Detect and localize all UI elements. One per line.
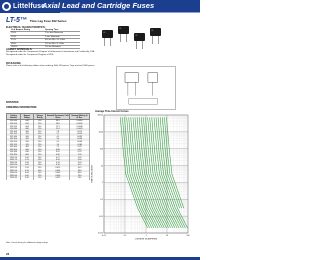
table-cell: 5.00 bbox=[21, 175, 34, 178]
y-tick-label: 10 bbox=[100, 165, 103, 168]
table-cell: 16.5 bbox=[70, 167, 90, 170]
table-cell: 250 bbox=[33, 154, 46, 157]
table-cell: 0.47 bbox=[70, 149, 90, 152]
drawing-body-front bbox=[125, 73, 138, 83]
ordering-column-header: Ampere Rating bbox=[21, 114, 34, 120]
brand-name: Littelfuse bbox=[13, 3, 46, 10]
table-cell: 0.040 bbox=[46, 172, 70, 175]
table-cell: 250 bbox=[33, 136, 46, 139]
table-cell: 4.2 bbox=[46, 136, 70, 139]
table-cell: 3922.50 bbox=[7, 167, 21, 170]
y-tick-label: 0.01 bbox=[99, 215, 103, 218]
table-cell: 250 bbox=[33, 162, 46, 165]
footnote: Note: Consult factory for additional voltage ratings. bbox=[6, 242, 49, 244]
packaging-text: Please refer to the following suffixes when ordering: Bulk 100 pieces, Tape and reel 1000 pieces. bbox=[6, 65, 95, 67]
electrical-cell: 2 hrs min./Maximum bbox=[44, 32, 80, 35]
ordering-heading: ORDERING INFORMATION: bbox=[6, 106, 38, 109]
electrical-heading: ELECTRICAL CHARACTERISTICS: bbox=[6, 26, 46, 29]
table-cell: 250 bbox=[33, 151, 46, 154]
table-cell: 250 bbox=[33, 172, 46, 175]
electrical-cell: 400% bbox=[10, 42, 44, 45]
table-cell: 250 bbox=[33, 146, 46, 149]
table-cell: .500 bbox=[21, 149, 34, 152]
electrical-cell: 200 ms Maximum bbox=[44, 46, 80, 49]
ordering-column-header: Voltage Rating bbox=[33, 114, 46, 120]
table-cell: 0.0010 bbox=[70, 120, 90, 123]
table-cell: 250 bbox=[33, 144, 46, 147]
table-cell: 250 bbox=[33, 131, 46, 134]
table-cell: 250 bbox=[33, 170, 46, 173]
electrical-cell: 150% bbox=[10, 32, 44, 35]
drawing-body-side bbox=[148, 73, 158, 83]
table-cell: 0.20 bbox=[46, 159, 70, 162]
approvals-heading: AGENCY APPROVALS: bbox=[6, 48, 33, 51]
table-cell: 4.00 bbox=[21, 172, 34, 175]
fuse-image bbox=[118, 26, 129, 34]
fuse-image bbox=[102, 30, 113, 38]
x-tick-label: 0.1 bbox=[123, 235, 127, 237]
ordering-column-header: Catalog Number bbox=[7, 114, 21, 120]
table-cell: .080 bbox=[21, 128, 34, 131]
product-title bbox=[6, 17, 67, 24]
packaging-heading: PACKAGING: bbox=[6, 62, 22, 65]
table-cell: .200 bbox=[21, 138, 34, 141]
header-rule bbox=[60, 12, 200, 15]
table-cell: 392.315 bbox=[7, 144, 21, 147]
table-cell: 38.5 bbox=[46, 120, 70, 123]
table-cell: 3921.00 bbox=[7, 157, 21, 160]
table-cell: 250 bbox=[33, 157, 46, 160]
table-cell: 3926.30 bbox=[7, 177, 21, 180]
table-cell: 3923.15 bbox=[7, 170, 21, 173]
table-row bbox=[7, 177, 90, 180]
table-cell: 3925.00 bbox=[7, 175, 21, 178]
table-cell: .800 bbox=[21, 154, 34, 157]
table-cell: 0.058 bbox=[70, 138, 90, 141]
table-cell: 0.0070 bbox=[70, 128, 90, 131]
table-cell: 0.40 bbox=[46, 154, 70, 157]
table-cell: 250 bbox=[33, 138, 46, 141]
fuse-image bbox=[150, 28, 161, 36]
table-cell: 250 bbox=[33, 159, 46, 162]
x-axis-label: CURRENT IN AMPERES bbox=[134, 238, 158, 241]
table-cell: 0.0040 bbox=[70, 125, 90, 128]
table-cell: 392.080 bbox=[7, 128, 21, 131]
table-cell: 0.27 bbox=[46, 157, 70, 160]
table-cell: 392.125 bbox=[7, 133, 21, 136]
table-cell: 0.160 bbox=[70, 144, 90, 147]
fuse-image bbox=[134, 33, 145, 41]
table-cell: 250 bbox=[33, 123, 46, 126]
table-cell: 6.20 bbox=[70, 162, 90, 165]
fuse-marking: LF bbox=[135, 35, 138, 37]
table-cell: 3.15 bbox=[21, 170, 34, 173]
table-cell: 78.0 bbox=[70, 175, 90, 178]
ordering-column-header: Nominal Resistance Cold Ohms bbox=[47, 114, 69, 119]
x-tick-label: 1 bbox=[145, 235, 147, 237]
drawing-footprint bbox=[129, 99, 158, 105]
y-tick-label: 100 bbox=[99, 148, 103, 151]
ordering-table bbox=[6, 113, 90, 180]
fuse-marking: LF bbox=[103, 32, 106, 34]
table-cell: 0.78 bbox=[70, 151, 90, 154]
electrical-cell: 210% bbox=[10, 35, 44, 38]
table-cell: 0.28 bbox=[70, 146, 90, 149]
table-cell: 392.400 bbox=[7, 146, 21, 149]
table-cell: 250 bbox=[33, 175, 46, 178]
table-cell: 0.030 bbox=[46, 175, 70, 178]
table-cell: 250 bbox=[33, 133, 46, 136]
table-cell: 392.630 bbox=[7, 151, 21, 154]
electrical-table bbox=[10, 29, 80, 49]
table-cell: 250 bbox=[33, 149, 46, 152]
table-cell: 250 bbox=[33, 120, 46, 123]
y-tick-label: 0.1 bbox=[100, 198, 103, 201]
table-cell: 0.55 bbox=[46, 151, 70, 154]
table-cell: 392.050 bbox=[7, 123, 21, 126]
table-cell: 0.022 bbox=[46, 177, 70, 180]
table-cell: 0.019 bbox=[70, 133, 90, 136]
logo-mark-icon bbox=[2, 2, 11, 11]
table-cell: 2.1 bbox=[46, 141, 70, 144]
table-cell: 3921.60 bbox=[7, 162, 21, 165]
table-cell: 392.200 bbox=[7, 138, 21, 141]
product-description: Time Lag Fuse 392 Series bbox=[29, 19, 67, 23]
table-cell: .630 bbox=[21, 151, 34, 154]
table-cell: 392.800 bbox=[7, 154, 21, 157]
table-cell: 3922.00 bbox=[7, 164, 21, 167]
table-cell: .100 bbox=[21, 131, 34, 134]
table-cell: 1.60 bbox=[21, 162, 34, 165]
table-cell: 11.4 bbox=[46, 128, 70, 131]
x-tick-label: 0.01 bbox=[102, 235, 106, 237]
table-cell: 392.160 bbox=[7, 136, 21, 139]
table-cell: 2.00 bbox=[21, 164, 34, 167]
page-heading: Axial Lead and Cartridge Fuses bbox=[42, 1, 155, 10]
table-cell: 3924.00 bbox=[7, 172, 21, 175]
chart-title: Average Time Current Curves bbox=[95, 110, 129, 113]
y-tick-label: 1 bbox=[101, 182, 103, 185]
table-cell: 5.7 bbox=[46, 133, 70, 136]
table-cell: .250 bbox=[21, 141, 34, 144]
dimension-drawing bbox=[116, 66, 176, 110]
table-cell: 0.055 bbox=[46, 170, 70, 173]
product-name: LT-5™ bbox=[6, 17, 27, 24]
table-cell: 10.5 bbox=[70, 164, 90, 167]
table-cell: 1.30 bbox=[70, 154, 90, 157]
table-cell: 3921.25 bbox=[7, 159, 21, 162]
electrical-cell: 275% bbox=[10, 39, 44, 42]
ordering-column-header: Nominal Melting I²t A² Sec. bbox=[71, 114, 88, 119]
table-cell: 392.250 bbox=[7, 141, 21, 144]
electrical-cell: 150 ms Min / 3 s Max bbox=[44, 42, 80, 45]
page-number: 24 bbox=[6, 252, 10, 256]
table-cell: 0.10 bbox=[46, 164, 70, 167]
table-cell: 0.80 bbox=[46, 149, 70, 152]
table-cell: 250 bbox=[33, 125, 46, 128]
table-cell: 250 bbox=[33, 164, 46, 167]
electrical-cell: Opening Time bbox=[44, 29, 80, 32]
electrical-cell: 400 ms Min / 10 s Max bbox=[44, 39, 80, 42]
table-cell: 2.20 bbox=[70, 157, 90, 160]
electrical-cell: % of Ampere Rating bbox=[10, 29, 44, 32]
table-cell: 250 bbox=[33, 141, 46, 144]
product-photo bbox=[98, 24, 172, 65]
table-cell: .315 bbox=[21, 144, 34, 147]
table-cell: .063 bbox=[21, 125, 34, 128]
table-cell: 17.5 bbox=[46, 125, 70, 128]
table-cell: 1.6 bbox=[46, 144, 70, 147]
table-cell: 3.0 bbox=[46, 138, 70, 141]
x-tick-label: 100 bbox=[186, 235, 190, 237]
table-cell: 1.00 bbox=[21, 157, 34, 160]
time-current-chart bbox=[90, 113, 194, 241]
table-cell: .040 bbox=[21, 120, 34, 123]
table-cell: 2.50 bbox=[21, 167, 34, 170]
y-tick-label: 1000 bbox=[98, 131, 103, 134]
table-cell: 392.040 bbox=[7, 120, 21, 123]
table-cell: 250 bbox=[33, 128, 46, 131]
table-cell: 3.50 bbox=[70, 159, 90, 162]
x-tick-label: 10 bbox=[165, 235, 169, 237]
y-axis-label: TIME IN SECONDS bbox=[91, 165, 94, 183]
fuse-marking: LF bbox=[119, 28, 122, 30]
table-cell: 130 bbox=[70, 177, 90, 180]
table-cell: 0.012 bbox=[70, 131, 90, 134]
table-cell: 7.8 bbox=[46, 131, 70, 134]
table-cell: 1.25 bbox=[21, 159, 34, 162]
table-cell: 250 bbox=[33, 167, 46, 170]
table-cell: 1.1 bbox=[46, 146, 70, 149]
table-cell: 392.063 bbox=[7, 125, 21, 128]
table-cell: .400 bbox=[21, 146, 34, 149]
table-cell: 392.100 bbox=[7, 131, 21, 134]
table-cell: 0.096 bbox=[70, 141, 90, 144]
approvals-text: Recognized under the Components Program of Underwriters Laboratories and Certified by CSA. Recognized under the Component Program of VDE. bbox=[6, 51, 95, 56]
table-cell: .125 bbox=[21, 133, 34, 136]
table-cell: 0.033 bbox=[70, 136, 90, 139]
patented-heading: PATENTED bbox=[6, 101, 19, 104]
table-cell: .050 bbox=[21, 123, 34, 126]
y-tick-label: 10000 bbox=[97, 114, 103, 117]
table-cell: 0.0022 bbox=[70, 123, 90, 126]
table-cell: 392.500 bbox=[7, 149, 21, 152]
table-cell: .160 bbox=[21, 136, 34, 139]
table-cell: 28.0 bbox=[70, 170, 90, 173]
fuse-marking: LF bbox=[151, 30, 154, 32]
littelfuse-logo bbox=[2, 2, 45, 11]
electrical-cell: 2 min. Maximum bbox=[44, 35, 80, 38]
table-cell: 6.30 bbox=[21, 177, 34, 180]
electrical-cell: 1000% bbox=[10, 46, 44, 49]
table-cell: 46.0 bbox=[70, 172, 90, 175]
table-cell: 26.0 bbox=[46, 123, 70, 126]
table-cell: 0.14 bbox=[46, 162, 70, 165]
y-tick-label: 0.001 bbox=[97, 232, 103, 235]
table-cell: 250 bbox=[33, 177, 46, 180]
table-cell: 0.075 bbox=[46, 167, 70, 170]
